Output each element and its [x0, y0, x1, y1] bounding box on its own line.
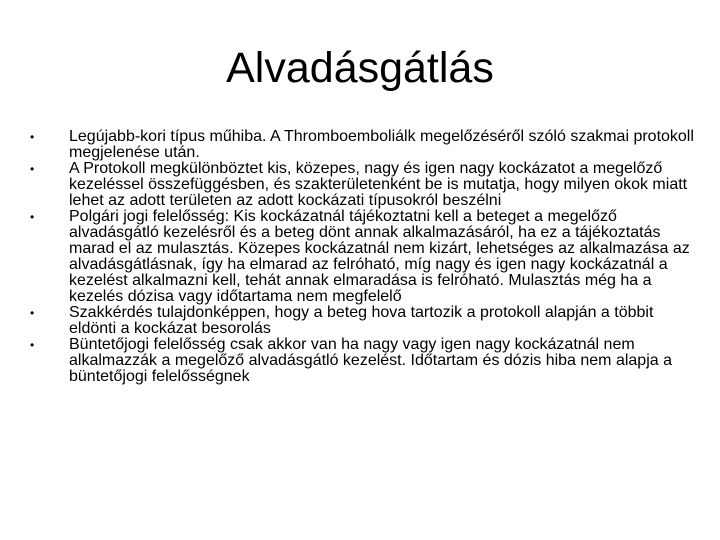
bullet-list [30, 129, 694, 385]
bullet-text: A Protokoll megkülönböztet kis, közepes, nagy és igen nagy kockázatot a megelőző kezeléssel összefüggésben, és szakterületenként be is mutatja, hogy milyen okok miatt lehet az adott területen az adott kockázati típusokról beszélni [69, 160, 688, 209]
bullet-item [30, 129, 694, 161]
bullet-dot-icon: • [30, 306, 35, 320]
bullet-item [30, 337, 694, 385]
bullet-text: Szakkérdés tulajdonképpen, hogy a beteg hova tartozik a protokoll alapján a többit eldönti a kockázat besorolás [69, 304, 654, 337]
bullet-item [30, 209, 694, 305]
bullet-dot-icon: • [30, 162, 35, 176]
bullet-text: Legújabb-kori típus műhiba. A Thromboemboliálk megelőzéséről szóló szakmai protokoll megjelenése után. [69, 128, 694, 161]
bullet-dot-icon: • [30, 130, 35, 144]
bullet-dot-icon: • [30, 338, 35, 352]
bullet-text: Polgári jogi felelősség: Kis kockázatnál tájékoztatni kell a beteget a megelőző alvadásgátló kezelésről és a beteg dönt annak alkalmazásáról, ha ez a tájékoztatás marad el az mulasztás. Közepes kockázatnál nem kizárt, lehetséges az alkalmazása az alvadásgátlásnak, így ha elmarad az felróható, míg nagy és igen nagy kockázatnál a kezelést alkalmazni kell, tehát annak elmaradása is felróható. Mulasztás még ha a kezelés dózisa vagy időtartama nem megfelelő [69, 208, 690, 305]
bullet-text: Büntetőjogi felelősség csak akkor van ha nagy vagy igen nagy kockázatnál nem alkalmazzák a megelőző alvadásgátló kezelést. Időtartam és dózis hiba nem alapja a büntetőjogi felelősségnek [69, 336, 672, 385]
bullet-item [30, 305, 694, 337]
bullet-dot-icon: • [30, 210, 35, 224]
bullet-item [30, 161, 694, 209]
slide-title: Alvadásgátlás [226, 44, 494, 92]
